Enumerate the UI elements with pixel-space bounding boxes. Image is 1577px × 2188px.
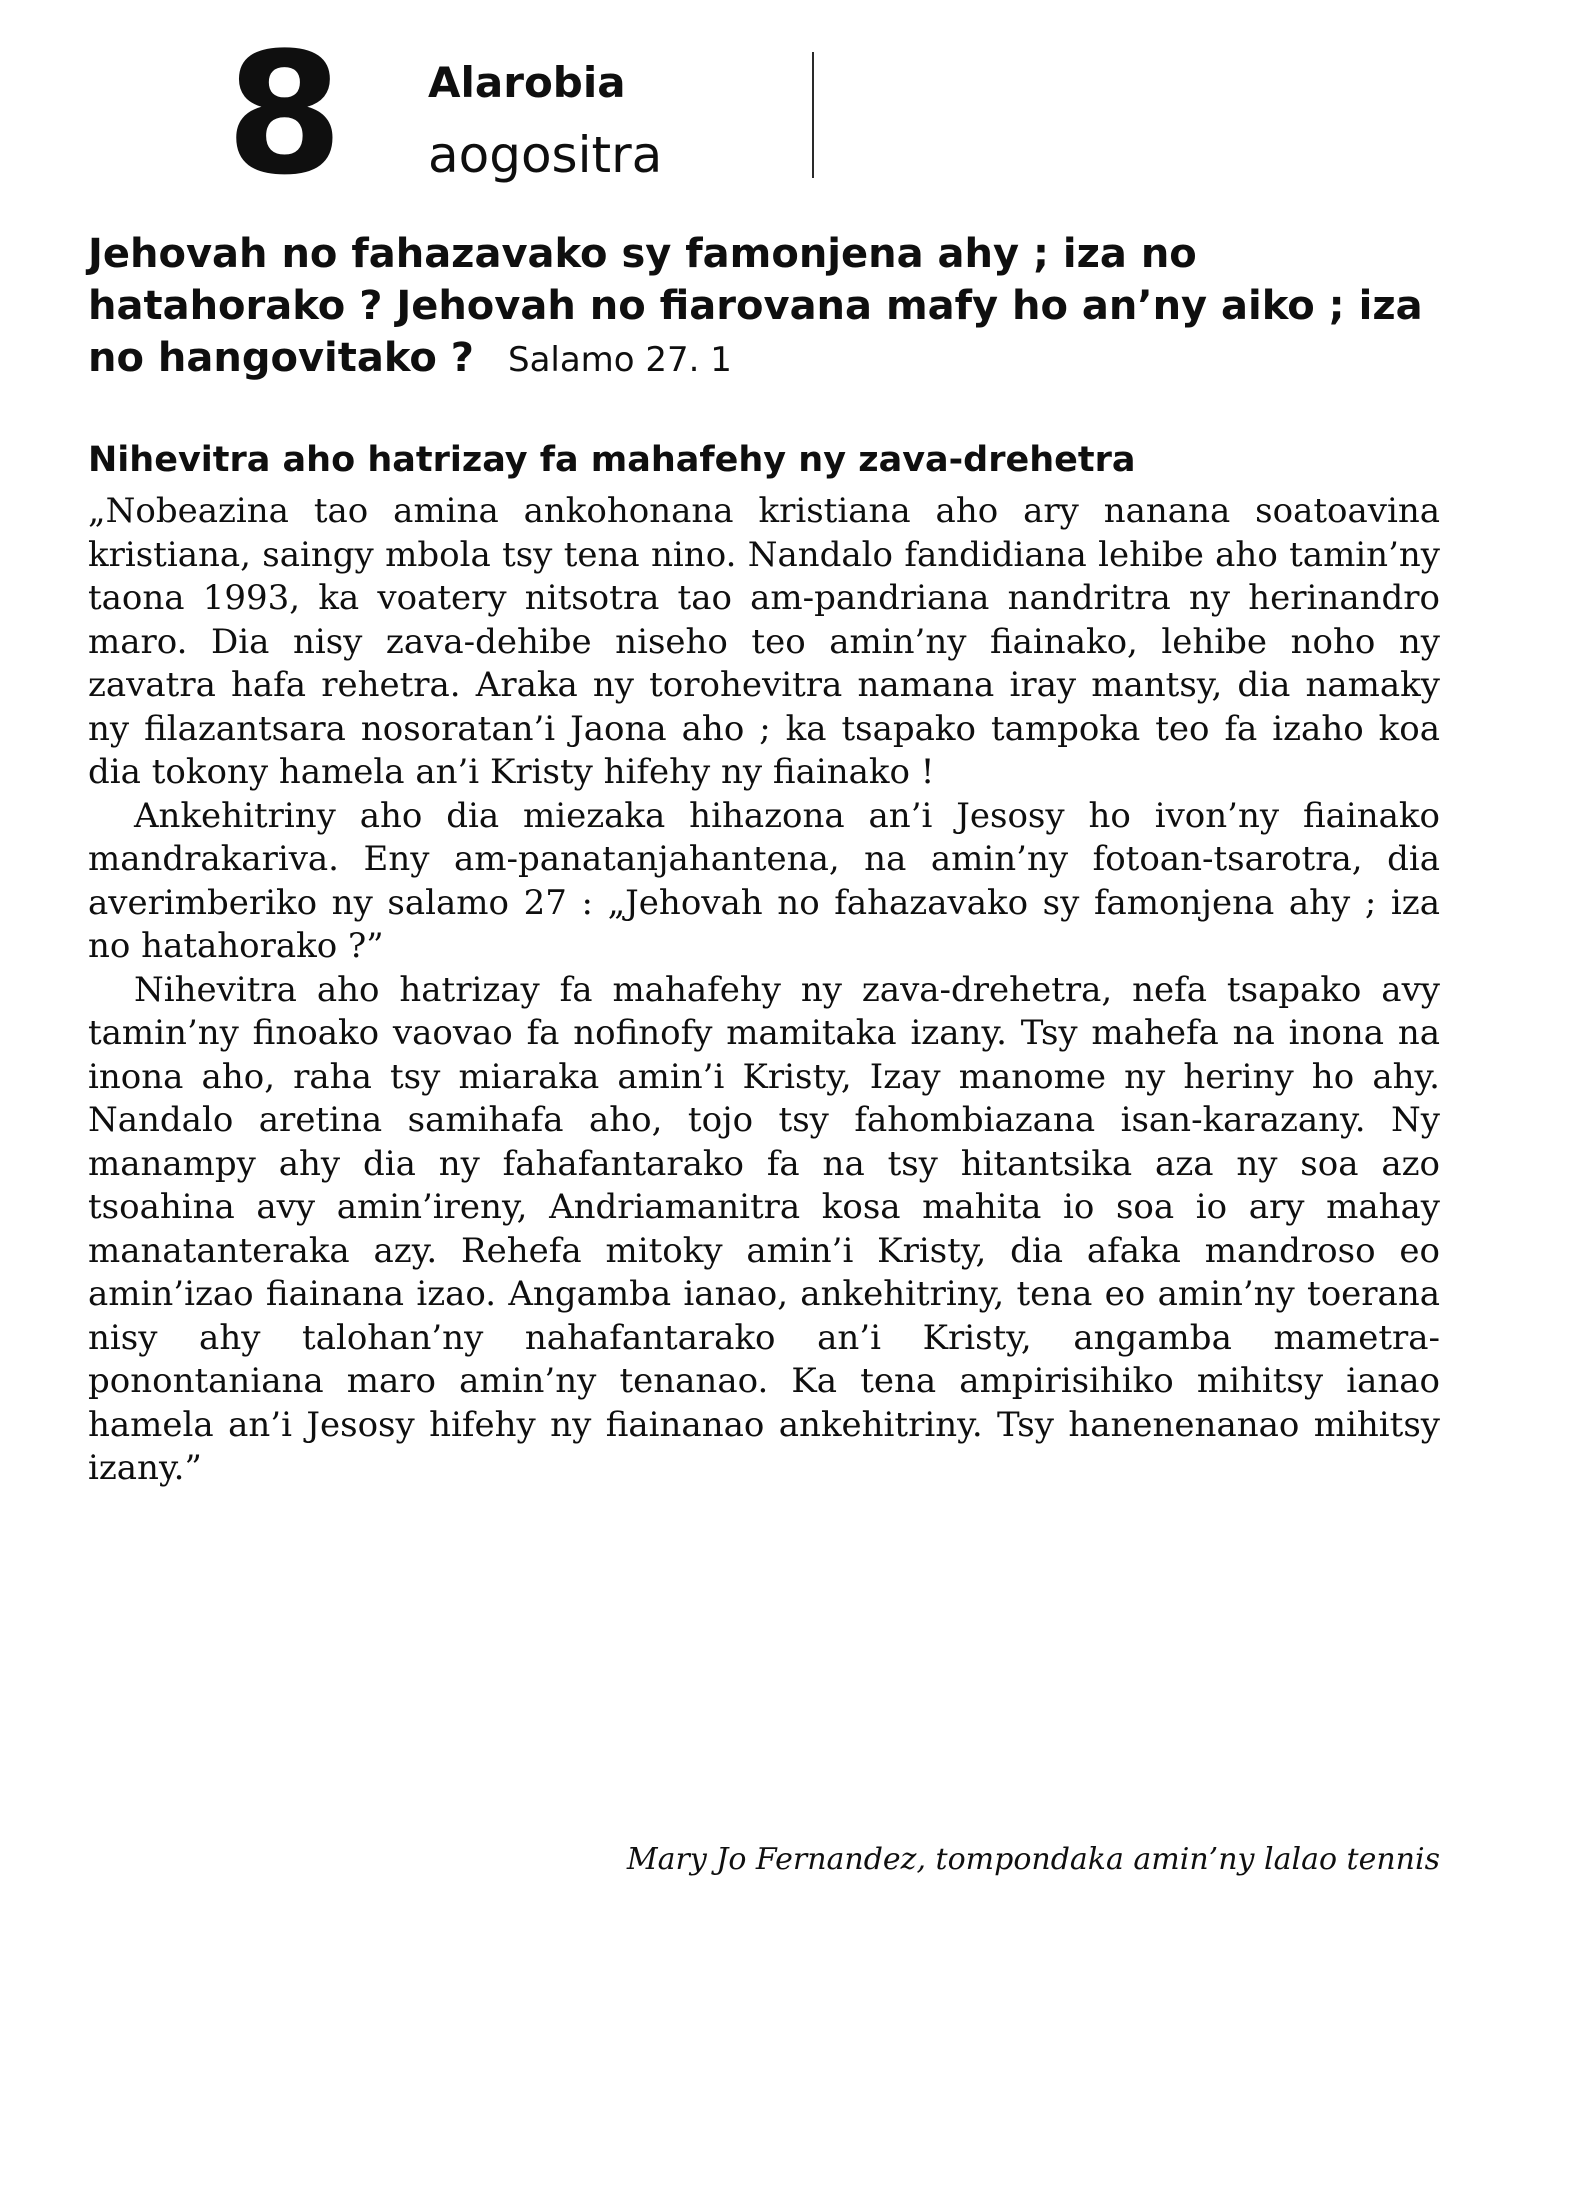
- article-title: Nihevitra aho hatrizay fa mahafehy ny zava-drehetra: [88, 440, 1136, 480]
- scripture-text: Jehovah no fahazavako sy famonjena ahy ; iza no hatahorako ? Jehovah no fiarovana mafy ho an’ny aiko ; iza no hangovitako ?: [88, 231, 1423, 381]
- article-paragraph: Ankehitriny aho dia miezaka hihazona an’i Jesosy ho ivon’ny fiainako mandrakariva. Eny am-panatanjahantena, na amin’ny fotoan-tsarotra, dia averimberiko ny salamo 27 : „Jehovah no fahazavako sy famonjena ahy ; iza no hatahorako ?”: [88, 795, 1440, 966]
- header-divider: [812, 52, 814, 178]
- weekday-label: Alarobia: [428, 58, 626, 107]
- scripture-verse: [88, 228, 1458, 386]
- article-paragraph: „Nobeazina tao amina ankohonana kristiana aho ary nanana soatoavina kristiana, saingy mbola tsy tena nino. Nandalo fandidiana lehibe aho tamin’ny taona 1993, ka voatery nitsotra tao am-pandriana nandritra ny herinandro maro. Dia nisy zava-dehibe niseho teo amin’ny fiainako, lehibe noho ny zavatra hafa rehetra. Araka ny torohevitra namana iray mantsy, dia namaky ny filazantsara nosoratan’i Jaona aho ; ka tsapako tampoka teo fa izaho koa dia tokony hamela an’i Kristy hifehy ny fiainako !: [88, 491, 1440, 792]
- scripture-reference: Salamo 27. 1: [507, 340, 732, 380]
- article-body: [88, 490, 1440, 1491]
- month-label: aogositra: [428, 126, 663, 184]
- article-paragraph: Nihevitra aho hatrizay fa mahafehy ny zava-drehetra, nefa tsapako avy tamin’ny finoako vaovao fa nofinofy mamitaka izany. Tsy mahefa na inona na inona aho, raha tsy miaraka amin’i Kristy, Izay manome ny heriny ho ahy. Nandalo aretina samihafa aho, tojo tsy fahombiazana isan-karazany. Ny manampy ahy dia ny fahafantarako fa na tsy hitantsika aza ny soa azo tsoahina avy amin’ireny, Andriamanitra kosa mahita io soa io ary mahay manatanteraka azy. Rehefa mitoky amin’i Kristy, dia afaka mandroso eo amin’izao fiainana izao. Angamba ianao, ankehitriny, tena eo amin’ny toerana nisy ahy talohan’ny nahafantarako an’i Kristy, angamba mametra-ponontaniana maro amin’ny tenanao. Ka tena ampirisihiko mihitsy ianao hamela an’i Jesosy hifehy ny fiainanao ankehitriny. Tsy hanenenanao mihitsy izany.”: [88, 969, 1440, 1488]
- day-number: 8: [226, 16, 341, 212]
- attribution: Mary Jo Fernandez, tompondaka amin’ny lalao tennis: [626, 1842, 1440, 1877]
